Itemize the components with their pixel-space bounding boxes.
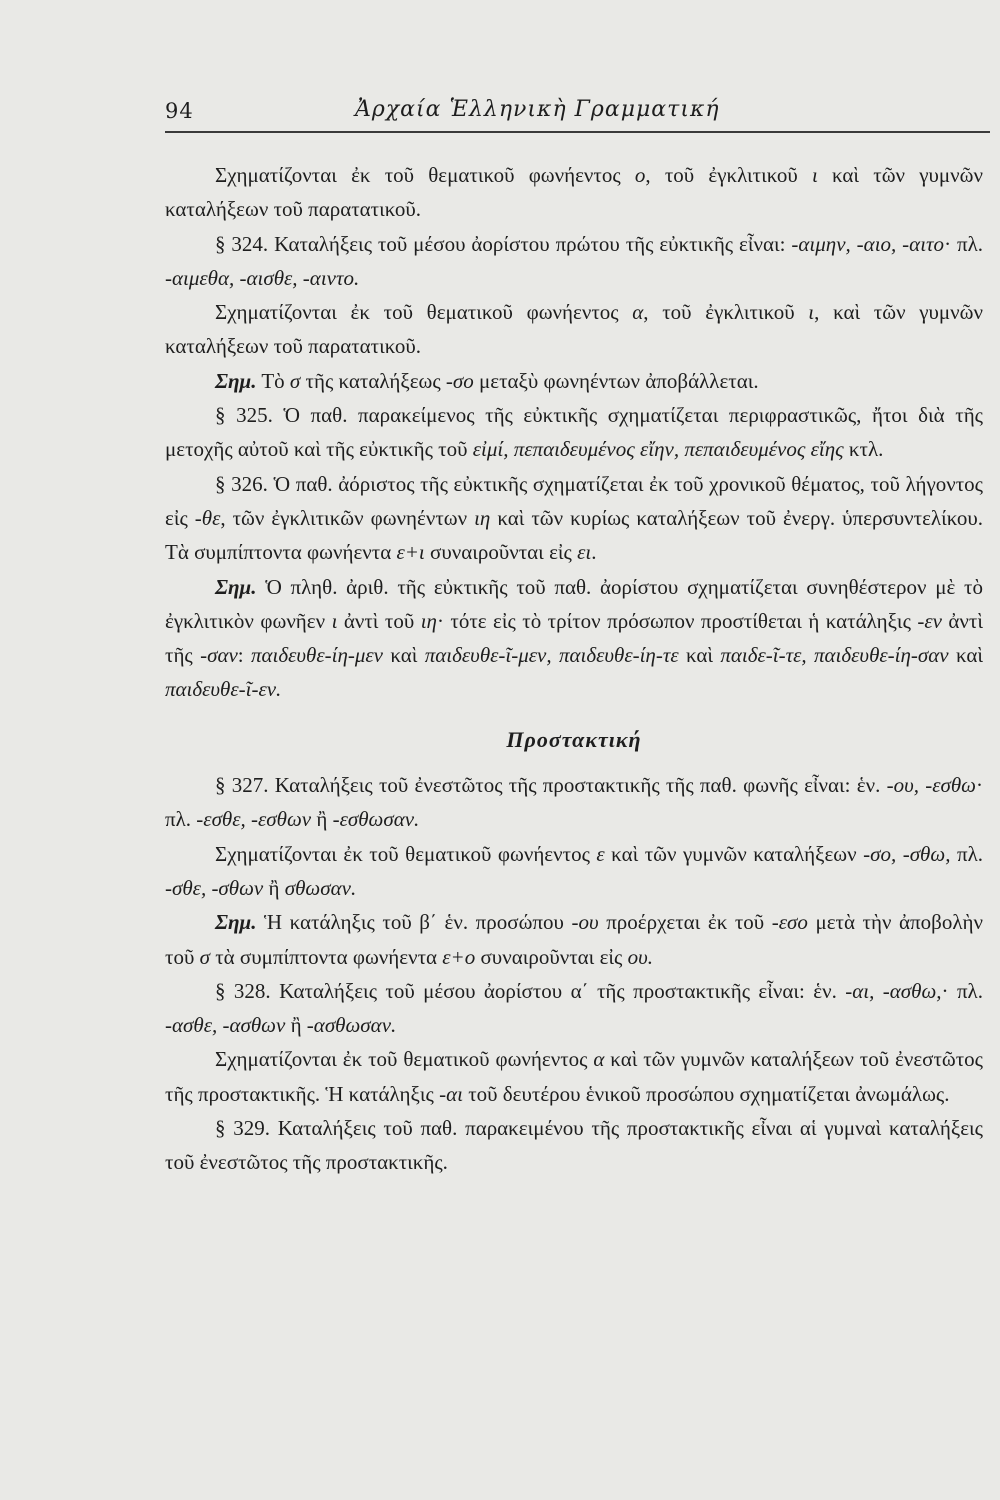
text-run: § 328. Καταλήξεις τοῦ μέσου ἀορίστου α΄ τῆς προστακτικῆς εἶναι: ἑν. bbox=[215, 978, 846, 1003]
note-label: Σημ. bbox=[215, 368, 257, 393]
text-run: Προστακτική bbox=[506, 726, 642, 752]
text-run: Σχηματίζονται ἐκ τοῦ θεματικοῦ φωνήεντος bbox=[215, 1047, 594, 1072]
text-run: , τοῦ ἐγκλιτικοῦ bbox=[643, 300, 809, 325]
italic-text: -εσθωσαν. bbox=[332, 807, 420, 832]
text-run: μεταξὺ φωνηέντων ἀποβάλλεται. bbox=[473, 368, 759, 393]
italic-text: παιδε-ῖ-τε, παιδευθε-ίη-σαν bbox=[720, 643, 949, 668]
text-run: Σχηματίζονται ἐκ τοῦ θεματικοῦ φωνήεντος bbox=[215, 300, 633, 325]
italic-text: -εσθε, -εσθων bbox=[196, 807, 312, 832]
note-label: Σημ. bbox=[215, 574, 257, 599]
italic-text: παιδευθε-ῖ-εν. bbox=[165, 677, 282, 702]
italic-text: -αι bbox=[439, 1081, 463, 1106]
text-run: καὶ τῶν γυμνῶν καταλήξεων bbox=[604, 841, 864, 866]
italic-text: ιη bbox=[474, 505, 491, 530]
text-run: καὶ bbox=[383, 643, 425, 668]
italic-text: -ου bbox=[571, 910, 599, 935]
page-header bbox=[165, 97, 990, 131]
text-run: Σχηματίζονται ἐκ τοῦ θεματικοῦ φωνήεντος bbox=[215, 163, 635, 187]
text-run: · τότε εἰς τὸ τρίτον πρόσωπον προστίθεται ἡ κατάληξις bbox=[436, 608, 918, 633]
paragraph bbox=[165, 974, 983, 1043]
paragraph bbox=[165, 364, 983, 398]
note-label: Σημ. bbox=[215, 910, 257, 935]
text-run: § 325. Ὁ παθ. παρακείμενος τῆς εὐκτικῆς σχηματίζεται περιφραστικῶς, ἤτοι διὰ τῆς μετοχῆς αὐτοῦ καὶ τῆς εὐκτικῆς τοῦ bbox=[165, 403, 983, 462]
text-run: πλ. bbox=[950, 841, 983, 866]
italic-text: -εν bbox=[917, 608, 942, 633]
italic-text: σ bbox=[199, 944, 210, 969]
italic-text: -αιμην, -αιο, -αιτο bbox=[791, 231, 945, 256]
italic-text: παιδευθε-ῖ-μεν, παιδευθε-ίη-τε bbox=[424, 643, 679, 668]
text-run: καὶ bbox=[678, 643, 721, 668]
italic-text: -εσο bbox=[771, 910, 808, 935]
italic-text: -θε bbox=[194, 505, 221, 530]
paragraph bbox=[165, 905, 983, 974]
text-run: : bbox=[237, 643, 251, 668]
text-run: καὶ τῶν κυρίως καταλήξεων τοῦ ἐνεργ. ὑπερσυντελίκου. Τὰ συμπίπτοντα φωνήεντα bbox=[165, 505, 983, 565]
paragraph bbox=[165, 837, 983, 906]
italic-text: ιη bbox=[420, 608, 437, 633]
section-heading bbox=[165, 723, 983, 757]
italic-text: ο bbox=[634, 163, 646, 187]
text-run: ἀντὶ τοῦ bbox=[337, 608, 421, 633]
text-run: · πλ. bbox=[165, 773, 983, 832]
italic-text: ι bbox=[331, 608, 338, 633]
italic-text: σ bbox=[289, 368, 301, 393]
text-run: , τῶν ἐγκλιτικῶν φωνηέντων bbox=[220, 505, 475, 530]
paragraph bbox=[165, 398, 983, 467]
text-run: τοῦ δευτέρου ἑνικοῦ προσώπου σχηματίζεται ἀνωμάλως. bbox=[462, 1081, 950, 1106]
running-title: Ἀρχαία Ἑλληνικὴ Γραμματική bbox=[355, 97, 720, 122]
text-run: · πλ. bbox=[941, 978, 983, 1003]
text-run: καὶ bbox=[948, 643, 983, 668]
italic-text: -ασθωσαν. bbox=[306, 1013, 397, 1038]
italic-text: -αιμεθα, -αισθε, -αιντο. bbox=[165, 265, 360, 290]
italic-text: -σθε, -σθων bbox=[165, 875, 264, 900]
text-run: ἢ bbox=[311, 807, 333, 832]
text-run: , τοῦ ἐγκλιτικοῦ bbox=[645, 163, 812, 187]
text-run: προέρχεται ἐκ τοῦ bbox=[598, 910, 772, 935]
italic-text: α bbox=[593, 1047, 605, 1072]
italic-text: -ου, -εσθω bbox=[886, 773, 976, 798]
italic-text: ει bbox=[577, 540, 592, 565]
text-run: καὶ τῶν γυμνῶν καταλήξεων τοῦ παρατατικοῦ. bbox=[165, 163, 983, 222]
page-number: 94 bbox=[165, 99, 194, 123]
text-run: μετὰ τὴν ἀποβολὴν τοῦ bbox=[165, 910, 983, 969]
paragraph bbox=[165, 1042, 983, 1111]
italic-text: παιδευθε-ίη-μεν bbox=[250, 643, 384, 668]
text-run: καὶ τῶν γυμνῶν καταλήξεων τοῦ ἐνεστῶτος τῆς προστακτικῆς. Ἡ κατάληξις bbox=[165, 1047, 983, 1106]
text-run: Ἡ κατάληξις τοῦ β΄ ἑν. προσώπου bbox=[256, 910, 572, 935]
italic-text: -σο bbox=[445, 368, 474, 393]
italic-text: -ασθε, -ασθων bbox=[165, 1013, 286, 1038]
text-run: Τὸ bbox=[256, 368, 290, 393]
paragraph bbox=[165, 158, 983, 227]
text-run: § 326. Ὁ παθ. ἀόριστος τῆς εὐκτικῆς σχηματίζεται ἐκ τοῦ χρονικοῦ θέματος, τοῦ λήγοντος εἰς bbox=[165, 471, 983, 530]
text-run: § 327. Καταλήξεις τοῦ ἐνεστῶτος τῆς προστακτικῆς τῆς παθ. φωνῆς εἶναι: ἑν. bbox=[215, 773, 887, 798]
paragraph bbox=[165, 295, 983, 364]
italic-text: σθωσαν. bbox=[284, 875, 357, 900]
text-run: · πλ. bbox=[944, 231, 983, 256]
text-run: ἀντὶ τῆς bbox=[165, 608, 983, 668]
italic-text: ου. bbox=[627, 944, 653, 969]
italic-text: ε bbox=[596, 841, 605, 866]
paragraph bbox=[165, 570, 983, 707]
page-body bbox=[165, 158, 983, 1180]
italic-text: -σαν bbox=[200, 643, 238, 668]
italic-text: ε+ι bbox=[396, 540, 425, 565]
italic-text: -αι, -ασθω, bbox=[845, 978, 942, 1003]
header-rule bbox=[165, 131, 990, 133]
italic-text: ι bbox=[808, 300, 815, 325]
paragraph bbox=[165, 768, 983, 837]
italic-text: α bbox=[632, 300, 644, 325]
text-run: § 324. Καταλήξεις τοῦ μέσου ἀορίστου πρώτου τῆς εὐκτικῆς εἶναι: bbox=[215, 231, 792, 256]
paragraph bbox=[165, 467, 983, 570]
text-run: συναιροῦνται εἰς bbox=[424, 540, 578, 565]
paragraph bbox=[165, 1111, 983, 1180]
text-run: ἢ bbox=[285, 1013, 307, 1038]
italic-text: -σο, -σθω, bbox=[863, 841, 951, 866]
paragraph bbox=[165, 227, 983, 296]
italic-text: ε+ο bbox=[442, 944, 476, 969]
italic-text: ι bbox=[811, 163, 818, 187]
text-run: , καὶ τῶν γυμνῶν καταλήξεων τοῦ παρατατικοῦ. bbox=[165, 300, 983, 359]
text-run: συναιροῦνται εἰς bbox=[475, 944, 628, 969]
text-run: κτλ. bbox=[843, 437, 884, 462]
italic-text: εἰμί, πεπαιδευμένος εἴην, πεπαιδευμένος εἴης bbox=[472, 437, 844, 462]
text-run: § 329. Καταλήξεις τοῦ παθ. παρακειμένου τῆς προστακτικῆς εἶναι αἱ γυμναὶ καταλήξεις τοῦ ἐνεστῶτος τῆς προστακτικῆς. bbox=[165, 1116, 983, 1175]
text-run: τῆς καταλήξεως bbox=[300, 368, 446, 393]
text-run: Σχηματίζονται ἐκ τοῦ θεματικοῦ φωνήεντος bbox=[215, 841, 597, 866]
text-run: ἢ bbox=[263, 875, 285, 900]
text-run: . bbox=[591, 540, 597, 565]
text-run: τὰ συμπίπτοντα φωνήεντα bbox=[209, 944, 443, 969]
text-run: Ὁ πληθ. ἀριθ. τῆς εὐκτικῆς τοῦ παθ. ἀορίστου σχηματίζεται συνηθέστερον μὲ τὸ ἐγκλιτικὸν φωνῆεν bbox=[165, 574, 983, 633]
